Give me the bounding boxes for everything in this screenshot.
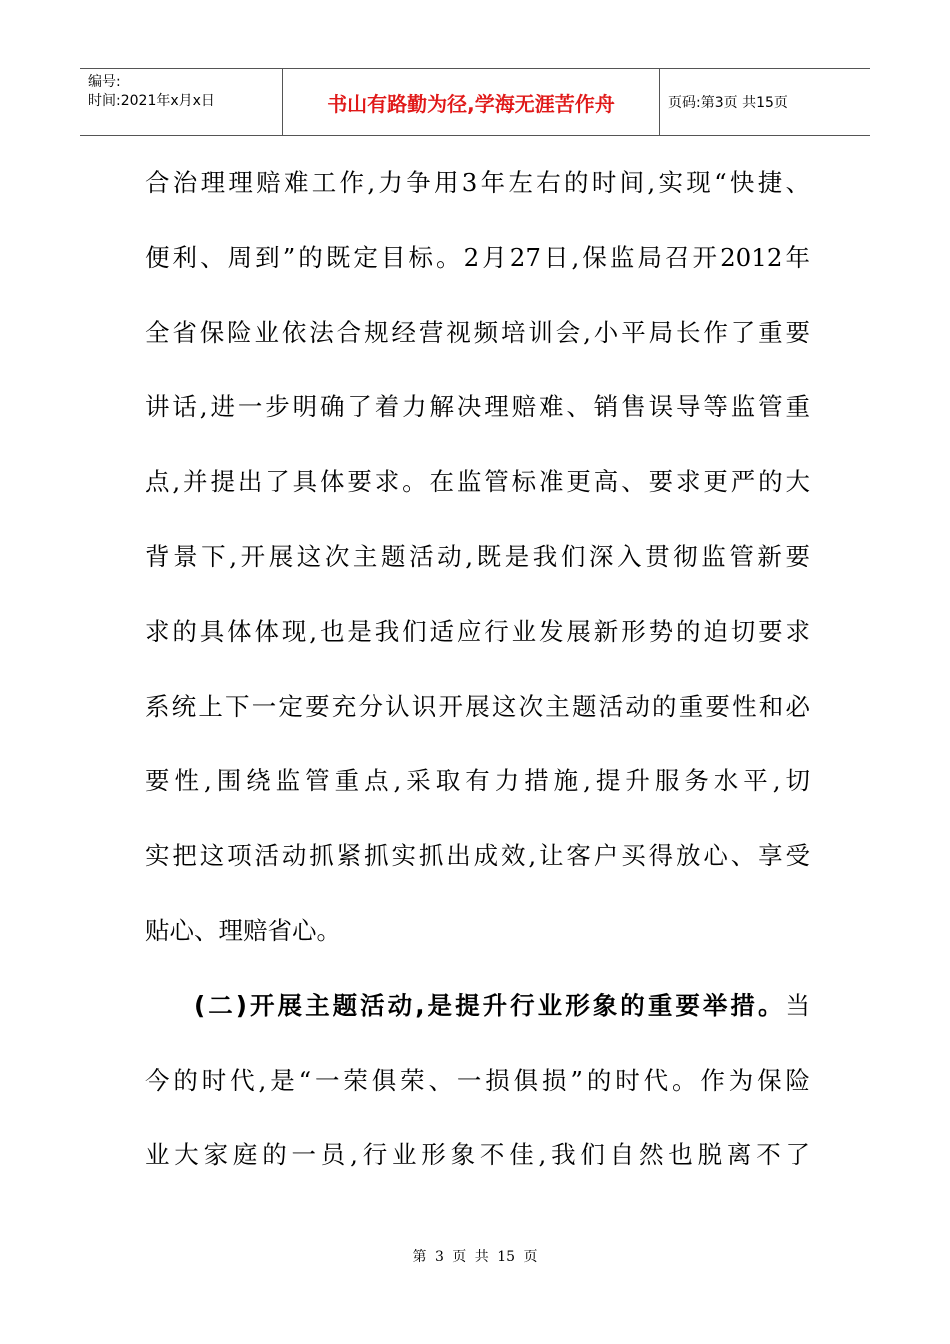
body-line: 今的时代,是“一荣俱荣、一损俱损”的时代。作为保险: [145, 1065, 810, 1095]
body-line: 业大家庭的一员,行业形象不佳,我们自然也脱离不了: [145, 1140, 810, 1170]
body-line: 背景下,开展这次主题活动,既是我们深入贯彻监管新要: [145, 541, 810, 571]
body-line: 贴心、理赔省心。: [145, 915, 341, 945]
document-body: [145, 146, 810, 1193]
header-page-info: 页码:第3页 共15页: [668, 95, 788, 111]
body-line: 要性,围绕监管重点,采取有力措施,提升服务水平,切: [145, 766, 810, 796]
page-footer: 第 3 页 共 15 页: [412, 1249, 538, 1265]
section-heading-line: [145, 969, 810, 1044]
body-line: 实把这项活动抓紧抓实抓出成效,让客户买得放心、享受: [145, 841, 810, 871]
document-number-label: 编号:: [88, 74, 121, 90]
body-line: 讲话,进一步明确了着力解决理赔难、销售误导等监管重: [145, 392, 810, 422]
header-motto: 书山有路勤为径,学海无涯苦作舟: [327, 91, 615, 116]
section-heading: (二)开展主题活动,是提升行业形象的重要举措。: [194, 990, 786, 1020]
section-heading-continuation: 当: [785, 990, 810, 1020]
body-line: 系统上下一定要充分认识开展这次主题活动的重要性和必: [145, 691, 810, 721]
body-line: 便利、周到”的既定目标。2月27日,保监局召开2012年: [145, 242, 810, 272]
document-date: 时间:2021年x月x日: [88, 93, 215, 109]
page-header: [80, 68, 870, 136]
body-line: 点,并提出了具体要求。在监管标准更高、要求更严的大: [145, 467, 810, 497]
header-meta: [80, 69, 283, 135]
body-line: 合治理理赔难工作,力争用3年左右的时间,实现“快捷、: [145, 168, 810, 197]
body-line: 全省保险业依法合规经营视频培训会,小平局长作了重要: [145, 317, 810, 347]
header-motto-cell: [283, 69, 660, 135]
body-line: 求的具体体现,也是我们适应行业发展新形势的迫切要求: [145, 616, 810, 646]
